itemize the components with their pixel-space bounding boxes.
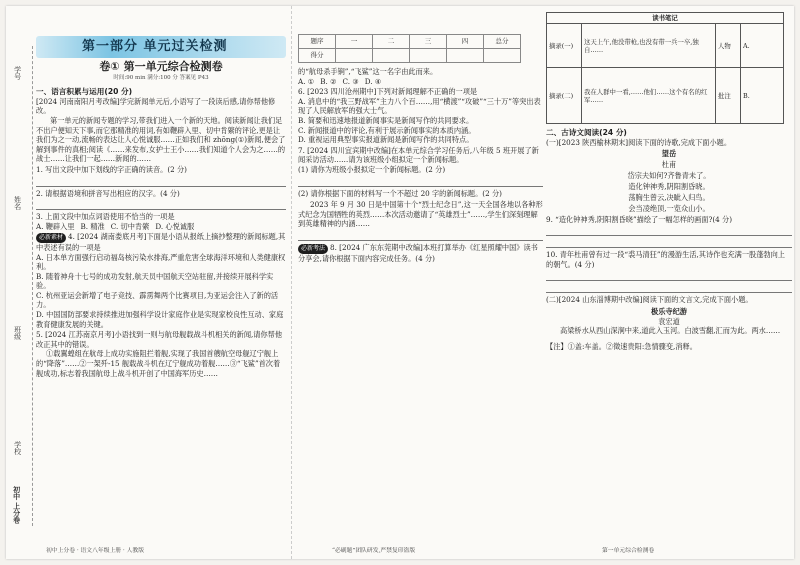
poet-name: 杜甫 xyxy=(661,159,677,169)
essay-author: 袁宏道 xyxy=(658,316,680,326)
part-2-intro: (二)[2024 山东淄博期中改编]阅读下面的文言文,完成下面小题。 xyxy=(546,295,753,305)
poem-line: 岱宗夫如何?齐鲁青未了。 xyxy=(627,170,711,180)
poem xyxy=(546,148,792,214)
option[interactable]: B. ② xyxy=(320,76,337,86)
option[interactable]: B. 简要和迅速地报道新闻事实是新闻写作的共同要求。 xyxy=(298,115,474,125)
new-material-badge: 必新素材 xyxy=(36,233,66,243)
poem-line: 造化钟神秀,阴阳割昏晓。 xyxy=(628,181,710,191)
binding-label-school: 学校 xyxy=(13,441,22,455)
notes-key: 摘录(一) xyxy=(547,24,582,68)
option[interactable]: A. 消息中的“我三野战军”主力八个百……,用“横渡”“攻破”“三十万”等突出表现了人民解放军的强大士气。 xyxy=(298,96,541,116)
exam-meta: 时间:90 min 满分:100 分 答案见 P43 xyxy=(113,74,209,81)
notes-key: 摘录(二) xyxy=(547,68,582,124)
score-header: 题序 xyxy=(299,35,336,49)
score-cell[interactable] xyxy=(484,49,521,63)
binding-strip xyxy=(6,46,33,526)
binding-label-number: 学号 xyxy=(13,66,22,80)
option[interactable]: D. 心悦诚服 xyxy=(155,221,195,231)
right-column xyxy=(542,6,792,559)
binding-brand: 初中 上分卷 xyxy=(12,486,22,524)
option[interactable]: C. 杭州亚运会新增了电子竞技、霹雳舞两个比赛项目,为亚运会注入了新的活力。 xyxy=(36,290,279,310)
question-2: 2. 请根据语境和拼音写出相应的汉字。(4 分) xyxy=(36,188,180,198)
option[interactable]: C. 新闻报道中的评论,有利于展示新闻事实的本质内涵。 xyxy=(298,125,476,135)
score-header: 总分 xyxy=(484,35,521,49)
footer-left: 初中上分卷 · 语文八年级上册 · 人教版 xyxy=(46,548,145,555)
essay-title: 极乐寺纪游 xyxy=(651,306,687,316)
poem-line: 会当凌绝顶,一览众山小。 xyxy=(628,203,710,213)
answer-line[interactable] xyxy=(546,238,792,248)
question-3-options xyxy=(36,222,286,232)
footer-middle: “必刷题”团队研发,严禁复印盗版 xyxy=(332,548,416,555)
score-row-label: 得分 xyxy=(299,49,336,63)
option[interactable]: D. ④ xyxy=(364,76,382,86)
question-5-text: ①载翼蝗组在航母上成功实施阻拦着舰,实现了我国首艘航空母舰辽宁舰上的“降落”……②一架歼-15 舰载战斗机在辽宁舰成功着舰……③“飞鲨”首次着舰成功,标志着我国航母上战斗机开创了中国海军历史…… xyxy=(36,349,281,378)
reading-paragraph: 第一单元的新闻专题的学习,带我们进入一个新的天地。阅读新闻让我们足不出户便知天下事,而它那精准的用词,有如鞭辟入里、切中肯綮的评论,更是让我们为之一动,流畅的表达让人心悦诚服……正如我们和 zhōng(①)新闻,便会了解到事件的真相;阅读《……来发布,女护士王小……我们知道个人会为之……的战士……让我们一起……新闻的…… xyxy=(36,115,286,164)
score-header: 四 xyxy=(447,35,484,49)
option[interactable]: A. ① xyxy=(298,76,315,86)
answer-line[interactable] xyxy=(298,177,543,187)
notes-key2: 批注 xyxy=(716,68,741,124)
answer-line[interactable] xyxy=(36,177,286,187)
top-options xyxy=(298,77,543,87)
essay-note: 【注】①盖:车盖。②徵速贵阳:急情骤变,消释。 xyxy=(546,341,697,351)
option[interactable]: D. 中国国防部要求持续推进加强科学设计家庭作业是实现家校良性互动、家庭教育健康发展的关键。 xyxy=(36,310,284,329)
poem-line: 荡胸生曾云,决眦入归鸟。 xyxy=(628,192,710,202)
question-9: 9. “造化钟神秀,阴阳割昏晓”描绘了一幅怎样的画面?(4 分) xyxy=(546,214,733,224)
part-banner: 第一部分 单元过关检测 xyxy=(36,36,286,58)
intro-text: [2024 河南南阳月考改编]学完新闻单元后,小语写了一段读后感,请你帮他修改。 xyxy=(36,96,276,116)
notes-value[interactable]: A. xyxy=(741,24,784,68)
notes-title: 读书笔记 xyxy=(547,13,784,24)
section-title-1: 一、语言积累与运用(20 分) xyxy=(36,87,133,97)
option[interactable]: D. 重视运用典型事实报道新闻是新闻写作的共同特点。 xyxy=(298,135,474,145)
answer-line[interactable] xyxy=(546,283,792,293)
section-title-2: 二、古诗文阅读(24 分) xyxy=(546,128,627,138)
question-6: 6. [2023 四川沧州期中]下列对新闻理解不正确的一项是 xyxy=(298,87,478,97)
score-cell[interactable] xyxy=(373,49,410,63)
question-5: 5. [2024 江苏南京月考]小语找到一则与航母舰载战斗机相关的新闻,请你帮他改正其中的错误。 xyxy=(36,330,283,349)
answer-line[interactable] xyxy=(546,226,792,236)
option[interactable]: C. 切中肯綮 xyxy=(110,221,150,231)
option[interactable]: B. 随着神舟十七号的成功发射,航天员中国航天空站驻留,并接续开展科学实验。 xyxy=(36,271,274,291)
notes-text: 这天上午,他没带枪,也没有带一兵一卒,独自…… xyxy=(582,24,716,68)
notes-key2: 人物 xyxy=(716,24,741,68)
question-1: 1. 写出文段中加下划线的字正确的读音。(2 分) xyxy=(36,164,187,174)
top-text: 的“航母杀手锏”,“飞鲨”这一名字由此而来。 xyxy=(298,67,438,76)
binding-label-class: 班级 xyxy=(13,326,22,340)
score-header: 三 xyxy=(410,35,447,49)
score-cell[interactable] xyxy=(336,49,373,63)
question-7-sub-1: (1) 请你为班级小报拟定一个新闻标题。(2 分) xyxy=(298,164,446,174)
left-column xyxy=(6,6,286,559)
score-header: 一 xyxy=(336,35,373,49)
news-paragraph: 2023 年 9 月 30 日是中国第十个“烈士纪念日”,这一天全国各地以各种形式纪念为国牺牲的英烈……本次活动邀请了“英雄烈士”……,学生们深刻理解到英雄精神的内涵…… xyxy=(298,200,543,229)
question-4: 4. [2024 湖南娄底月考]下面是小语从报纸上摘抄整理的新闻标题,其中表述有误的一项是 xyxy=(36,232,286,252)
answer-line[interactable] xyxy=(298,231,543,241)
part-1-intro: (一)[2023 陕西榆林期末]阅读下面的诗歌,完成下面小题。 xyxy=(546,138,732,147)
exam-title: 卷① 第一单元综合检测卷 xyxy=(99,60,223,73)
score-cell[interactable] xyxy=(447,49,484,63)
score-table xyxy=(298,34,521,63)
option[interactable]: B. 精准 xyxy=(80,221,105,231)
exam-sheet xyxy=(6,6,794,559)
question-3: 3. 上面文段中加点词语使用不恰当的一项是 xyxy=(36,212,175,222)
question-7: 7. [2024 四川宜宾期中改编]在本单元综合学习任务后,八年级 5 班开展了新闻采访活动……请为该班级小组拟定一个新闻标题。 xyxy=(298,145,539,165)
answer-line[interactable] xyxy=(36,200,286,210)
question-8: 8. [2024 广东东莞期中改编]本班打算举办《红星照耀中国》读书分享会,请你根据下面内容完成任务。(4 分) xyxy=(298,242,538,263)
poem-title: 望岳 xyxy=(661,148,677,158)
answer-line[interactable] xyxy=(546,271,792,281)
reading-notes-table xyxy=(546,12,784,124)
binding-label-name: 姓名 xyxy=(13,196,22,210)
question-7-sub-2: (2) 请你根据下面的材料写一个不超过 20 字的新闻标题。(2 分) xyxy=(298,188,502,198)
option[interactable]: A. 日本单方面强行启动福岛核污染水排海,严重危害全球海洋环境和人类健康权利。 xyxy=(36,252,286,272)
score-header: 二 xyxy=(373,35,410,49)
middle-column xyxy=(291,6,543,559)
notes-value[interactable]: B. xyxy=(741,68,784,124)
footer-right: 第一单元综合检测卷 xyxy=(602,548,655,555)
option[interactable]: A. 鞭辟入里 xyxy=(36,221,75,231)
new-method-badge: 必新考法 xyxy=(298,244,328,254)
essay-text: 高梁桥水从西山深涧中来,道此入玉河。白波雪翻,汇而为此。两水…… xyxy=(560,326,781,336)
score-cell[interactable] xyxy=(410,49,447,63)
notes-text: 我在人群中一看,……他们……这个有名的红军…… xyxy=(582,68,716,124)
option[interactable]: C. ③ xyxy=(342,76,359,86)
question-10: 10. 青年杜甫曾有过一段“裘马清狂”的漫游生活,其诗作也充满一股蓬勃向上的朝气。(4 分) xyxy=(546,250,785,269)
